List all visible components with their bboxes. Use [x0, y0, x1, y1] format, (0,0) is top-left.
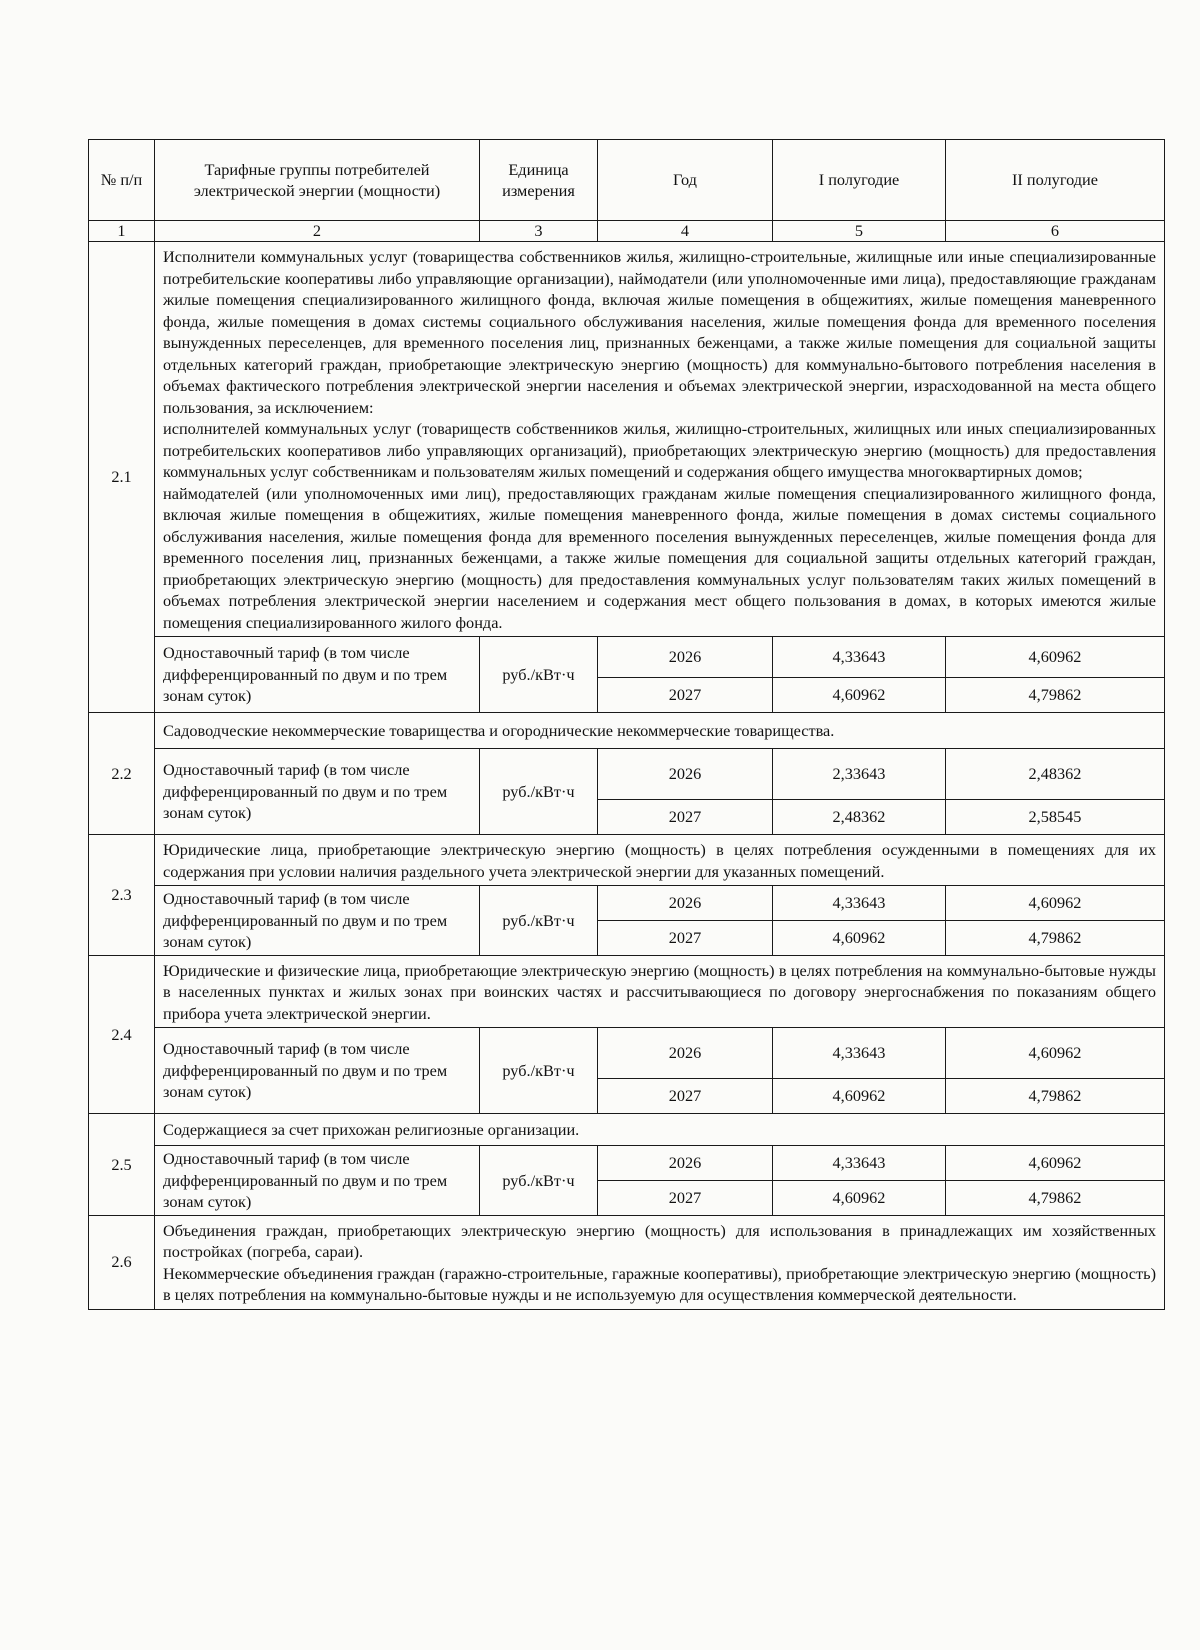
group-description: Юридические лица, приобретающие электрическую энергию (мощность) в целях потребления осужденными в помещениях для их содержания при условии наличия раздельного учета электрической энергии для указанных помещений. [155, 835, 1165, 886]
group-2-3-description-row [89, 835, 1165, 886]
year-cell: 2027 [598, 1079, 773, 1114]
tariff-name: Одноставочный тариф (в том числе дифференцированный по двум и по трем зонам суток) [155, 1146, 480, 1216]
year-cell: 2027 [598, 920, 773, 955]
year-cell: 2026 [598, 749, 773, 800]
half-1-value: 4,60962 [773, 1079, 946, 1114]
group-number: 2.4 [89, 955, 155, 1114]
tariff-row [89, 749, 1165, 800]
header-number: № п/п [89, 140, 155, 221]
tariff-unit: руб./кВт·ч [480, 749, 598, 835]
group-number: 2.1 [89, 242, 155, 713]
header-year: Год [598, 140, 773, 221]
year-cell: 2026 [598, 1028, 773, 1079]
half-1-value: 4,60962 [773, 920, 946, 955]
group-description: Юридические и физические лица, приобретающие электрическую энергию (мощность) в целях потребления на коммунально-бытовые нужды в населенных пунктах и жилых зонах при воинских частях и рассчитывающиеся по договору энергоснабжения по показаниям общего прибора учета электрической энергии. [155, 955, 1165, 1028]
group-number: 2.5 [89, 1114, 155, 1216]
group-description-text: исполнителей коммунальных услуг (товариществ собственников жилья, жилищно-строительных, жилищных или иных специализированных потребительских кооперативов либо управляющих организаций), приобретающих электрическую энергию (мощность) для предоставления коммунальных услуг собственникам и пользователям жилых помещений и содержания общего имущества многоквартирных домов; [163, 419, 1156, 481]
half-2-value: 4,60962 [946, 1146, 1165, 1181]
group-description: Содержащиеся за счет прихожан религиозные организации. [155, 1114, 1165, 1146]
group-number: 2.3 [89, 835, 155, 956]
group-description: Садоводческие некоммерческие товарищества и огороднические некоммерческие товарищества. [155, 713, 1165, 749]
year-cell: 2027 [598, 678, 773, 713]
group-2-2-description-row [89, 713, 1165, 749]
column-number: 1 [89, 221, 155, 242]
half-2-value: 4,60962 [946, 886, 1165, 921]
tariff-name: Одноставочный тариф (в том числе дифференцированный по двум и по трем зонам суток) [155, 1028, 480, 1114]
year-cell: 2026 [598, 886, 773, 921]
tariff-row [89, 1146, 1165, 1181]
half-1-value: 4,33643 [773, 1028, 946, 1079]
group-2-6-description-row [89, 1215, 1165, 1309]
table-header-row [89, 140, 1165, 221]
group-number: 2.2 [89, 713, 155, 835]
tariff-row [89, 1028, 1165, 1079]
header-tariff-groups: Тарифные группы потребителей электрической энергии (мощности) [155, 140, 480, 221]
group-description [155, 1215, 1165, 1309]
half-1-value: 2,33643 [773, 749, 946, 800]
group-2-5-description-row [89, 1114, 1165, 1146]
half-2-value: 4,60962 [946, 637, 1165, 678]
group-number: 2.6 [89, 1215, 155, 1309]
group-description-text: Исполнители коммунальных услуг (товарищества собственников жилья, жилищно-строительные, жилищные или иные специализированные потребительские кооперативы либо управляющие организации), наймодатели (или уполномоченные ими лица), предоставляющие гражданам жилые помещения специализированного жилищного фонда, включая жилые помещения в общежитиях, жилые помещения маневренного фонда, жилые помещения в домах системы социального обслуживания населения, жилые помещения фонда для временного поселения вынужденных переселенцев, для временного поселения лиц, признанных беженцами, а также жилые помещения для социальной защиты отдельных категорий граждан, приобретающие электрическую энергию (мощность) для коммунально-бытового потребления населения в объемах фактического потребления электрической энергии населения и объемах электрической энергии, израсходованной на места общего пользования, за исключением: [163, 247, 1156, 417]
half-2-value: 2,48362 [946, 749, 1165, 800]
half-1-value: 4,60962 [773, 678, 946, 713]
half-2-value: 4,79862 [946, 920, 1165, 955]
half-1-value: 4,33643 [773, 637, 946, 678]
year-cell: 2027 [598, 800, 773, 835]
half-2-value: 4,60962 [946, 1028, 1165, 1079]
header-half-2: II полугодие [946, 140, 1165, 221]
tariff-table [88, 139, 1165, 1310]
header-half-1: I полугодие [773, 140, 946, 221]
tariff-unit: руб./кВт·ч [480, 1028, 598, 1114]
column-number-row [89, 221, 1165, 242]
half-1-value: 4,33643 [773, 1146, 946, 1181]
half-2-value: 4,79862 [946, 1180, 1165, 1215]
group-description-text: наймодателей (или уполномоченных ими лиц), предоставляющих гражданам жилые помещения специализированного жилищного фонда, включая жилые помещения в общежитиях, жилые помещения маневренного фонда, жилые помещения в домах системы социального обслуживания населения, жилые помещения фонда для временного поселения вынужденных переселенцев, жилые помещения фонда для временного поселения лиц, признанных беженцами, а также жилые помещения для социальной защиты отдельных категорий граждан, приобретающих электрическую энергию (мощность) для предоставления коммунальных услуг пользователям таких жилых помещений в объемах потребления электрической энергии населением и содержания мест общего пользования в домах, в которых имеются жилые помещения специализированного жилого фонда. [163, 483, 1156, 632]
year-cell: 2026 [598, 637, 773, 678]
half-2-value: 4,79862 [946, 1079, 1165, 1114]
column-number: 2 [155, 221, 480, 242]
tariff-row [89, 886, 1165, 921]
year-cell: 2027 [598, 1180, 773, 1215]
half-1-value: 2,48362 [773, 800, 946, 835]
column-number: 4 [598, 221, 773, 242]
tariff-unit: руб./кВт·ч [480, 886, 598, 956]
group-2-1-description-row [89, 242, 1165, 637]
column-number: 5 [773, 221, 946, 242]
group-description-text: Некоммерческие объединения граждан (гаражно-строительные, гаражные кооперативы), приобретающие электрическую энергию (мощность) в целях потребления на коммунально-бытовые нужды и не используемую для осуществления коммерческой деятельности. [163, 1263, 1156, 1304]
column-number: 6 [946, 221, 1165, 242]
half-1-value: 4,33643 [773, 886, 946, 921]
year-cell: 2026 [598, 1146, 773, 1181]
half-2-value: 2,58545 [946, 800, 1165, 835]
tariff-name: Одноставочный тариф (в том числе дифференцированный по двум и по трем зонам суток) [155, 749, 480, 835]
tariff-name: Одноставочный тариф (в том числе дифференцированный по двум и по трем зонам суток) [155, 637, 480, 713]
half-2-value: 4,79862 [946, 678, 1165, 713]
tariff-name: Одноставочный тариф (в том числе дифференцированный по двум и по трем зонам суток) [155, 886, 480, 956]
half-1-value: 4,60962 [773, 1180, 946, 1215]
column-number: 3 [480, 221, 598, 242]
group-2-4-description-row [89, 955, 1165, 1028]
tariff-unit: руб./кВт·ч [480, 1146, 598, 1216]
header-unit: Единица измерения [480, 140, 598, 221]
group-description [155, 242, 1165, 637]
tariff-unit: руб./кВт·ч [480, 637, 598, 713]
group-description-text: Объединения граждан, приобретающих электрическую энергию (мощность) для использования в принадлежащих им хозяйственных постройках (погреба, сараи). [163, 1220, 1156, 1261]
tariff-row [89, 637, 1165, 678]
